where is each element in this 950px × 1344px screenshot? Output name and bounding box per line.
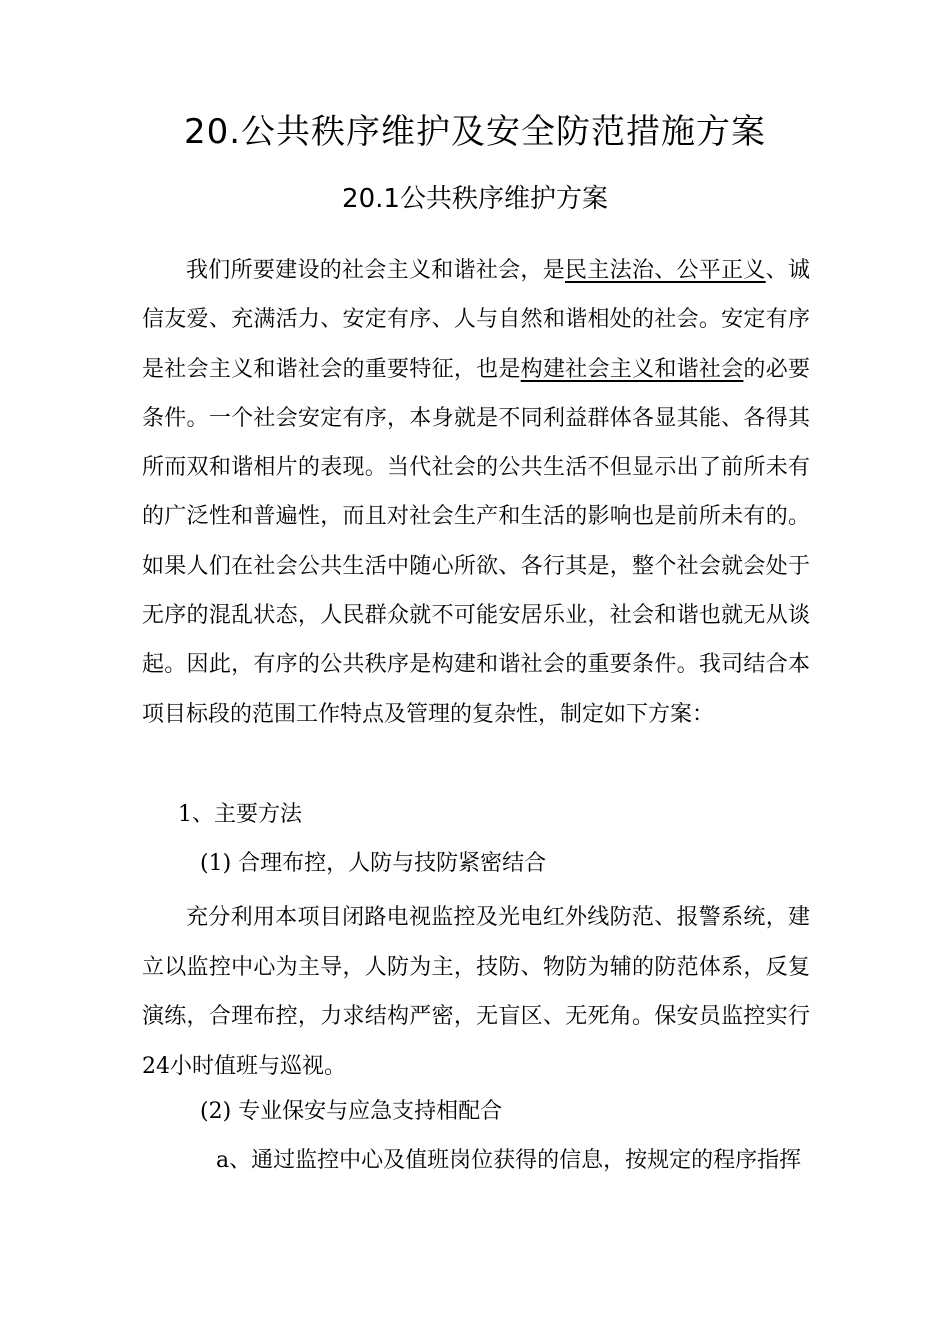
underlined-phrase-democracy[interactable]: 民主法治、公平正义 [565,258,766,283]
intro-paragraph [142,246,810,739]
subheading-security-support: (2) 专业保安与应急支持相配合 [200,1099,503,1124]
section-title: 20.1公共秩序维护方案 [342,184,608,214]
intro-text-part3: 的必要条件。一个社会安定有序，本身就是不同利益群体各显其能、各得其所而双和谐相片的表现。当代社会的公共生活不但显示出了前所未有的广泛性和普遍性，而且对社会生产和生活的影响也是前所未有的。如果人们在社会公共生活中随心所欲、各行其是，整个社会就会处于无序的混乱状态，人民群众就不可能安居乐业，社会和谐也就无从谈起。因此，有序的公共秩序是构建和谐社会的重要条件。我司结合本项目标段的范围工作特点及管理的复杂性，制定如下方案： [142,356,810,727]
underlined-phrase-harmonious-society[interactable]: 构建社会主义和谐社会 [520,356,744,382]
intro-text-part2: 、诚信友爱、充满活力、安定有序、人与自然和谐相处的社会。安定有序是社会主义和谐社会的重要特征，也是 [142,258,810,382]
document-title: 20.公共秩序维护及安全防范措施方案 [183,112,767,152]
deployment-paragraph: 充分利用本项目闭路电视监控及光电红外线防范、报警系统，建立以监控中心为主导，人防为主，技防、物防为辅的防范体系，反复演练，合理布控，力求结构严密，无盲区、无死角。保安员监控实行24小时值班与巡视。 [142,905,810,1079]
intro-text-part1: 我们所要建设的社会主义和谐社会，是 [186,258,566,283]
list-item-a: a、通过监控中心及值班岗位获得的信息，按规定的程序指挥 [216,1148,802,1173]
heading-main-methods: 1、主要方法 [178,802,302,827]
subheading-deployment: (1) 合理布控，人防与技防紧密结合 [200,851,547,876]
